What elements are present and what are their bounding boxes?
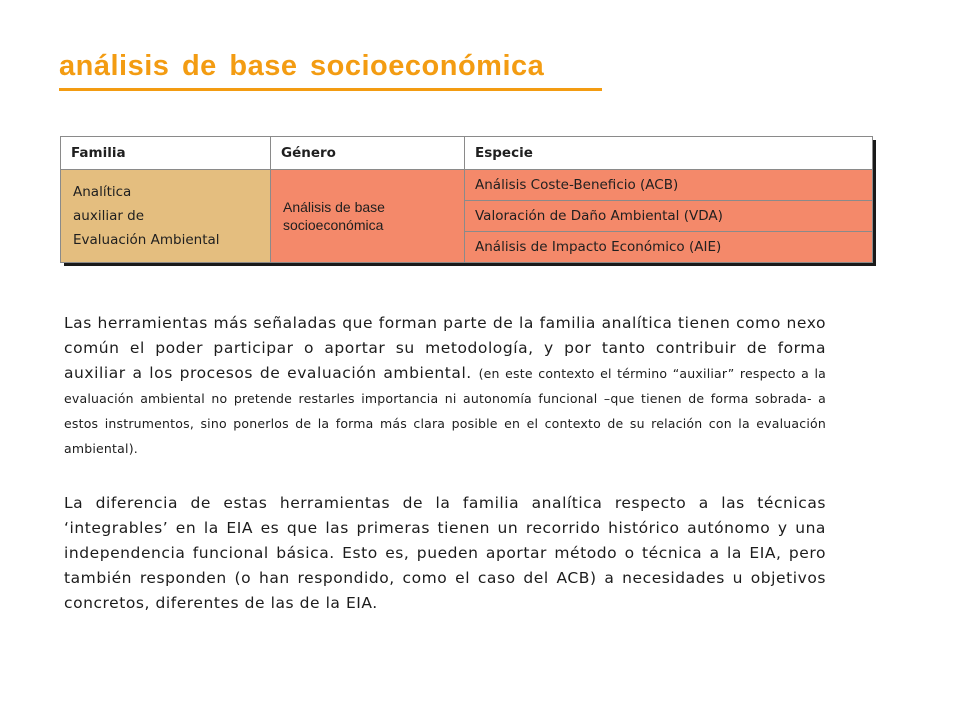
header-genero: Género [271, 137, 465, 170]
paragraph-2: La diferencia de estas herramientas de la familia analítica respecto a las técnicas ‘integrables’ en la EIA es que las primeras tienen un recorrido histórico autónomo y una independencia funcional básica. Esto es, pueden aportar método o técnica a la EIA, pero también responden (o han respondido, como el caso del ACB) a necesidades u objetivos concretos, diferentes de las de la EIA. [64, 494, 826, 612]
header-especie: Especie [465, 137, 873, 170]
familia-cell [61, 170, 271, 263]
classification-table [60, 136, 873, 263]
table-row [61, 170, 873, 201]
familia-line-3: Evaluación Ambiental [73, 232, 220, 248]
title-underline [59, 88, 602, 91]
slide-title: análisis de base socioeconómica [59, 50, 545, 82]
especie-cell-acb: Análisis Coste-Beneficio (ACB) [465, 170, 873, 201]
familia-line-1: Analítica [73, 184, 132, 200]
especie-cell-vda: Valoración de Daño Ambiental (VDA) [465, 201, 873, 232]
genero-cell: Análisis de base socioeconómica [271, 170, 465, 263]
paragraph-1 [64, 311, 826, 461]
table-header-row [61, 137, 873, 170]
familia-line-2: auxiliar de [73, 208, 145, 224]
header-familia: Familia [61, 137, 271, 170]
paragraph-1-main: Las herramientas más señaladas que forman parte de la familia analítica tienen como nexo común el poder participar o aportar su metodología, y por tanto contribuir de forma auxiliar a los procesos de evaluación ambiental. [64, 314, 826, 382]
especie-cell-aie: Análisis de Impacto Económico (AIE) [465, 232, 873, 263]
paragraph-1-note: (en este contexto el término “auxiliar” respecto a la evaluación ambiental no pretende restarles importancia ni autonomía funcional –que tienen de forma sobrada- a estos instrumentos, sino ponerlos de la forma más clara posible en el contexto de su relación con la evaluación ambiental). [64, 366, 826, 456]
